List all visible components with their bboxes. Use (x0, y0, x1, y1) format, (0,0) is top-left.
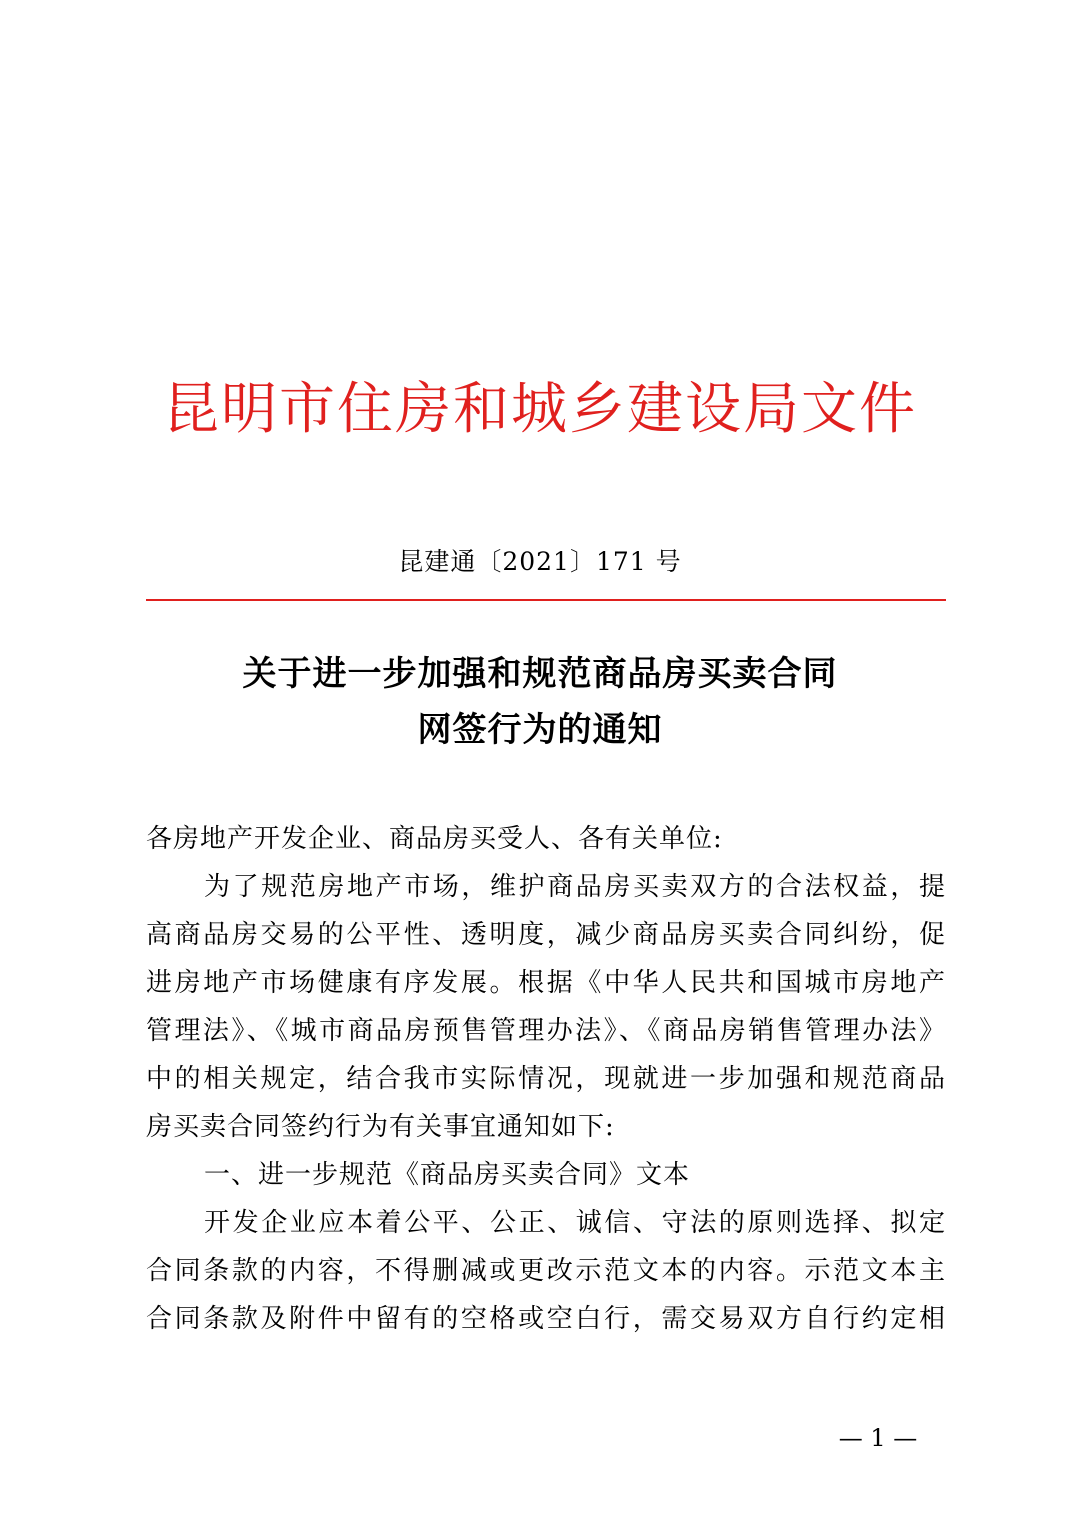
notice-title (0, 646, 1080, 758)
intro-paragraph-line: 进房地产市场健康有序发展。根据《中华人民共和国城市房地产 (146, 968, 946, 998)
notice-title-line-1: 关于进一步加强和规范商品房买卖合同 (242, 654, 838, 694)
intro-paragraph-line: 管理法》、《城市商品房预售管理办法》、《商品房销售管理办法》 (146, 1016, 946, 1046)
addressee-line: 各房地产开发企业、商品房买受人、各有关单位: (146, 824, 723, 854)
section-1-paragraph-line: 合同条款及附件中留有的空格或空白行，需交易双方自行约定相 (146, 1304, 946, 1334)
intro-paragraph-line: 为了规范房地产市场，维护商品房买卖双方的合法权益，提 (204, 872, 946, 902)
notice-body (146, 815, 946, 1343)
section-1-heading: 一、进一步规范《商品房买卖合同》文本 (204, 1160, 691, 1190)
document-number: 昆建通〔2021〕171 号 (398, 547, 682, 576)
intro-paragraph-line: 中的相关规定，结合我市实际情况，现就进一步加强和规范商品 (146, 1064, 946, 1094)
section-1-paragraph-line: 合同条款的内容，不得删减或更改示范文本的内容。示范文本主 (146, 1256, 946, 1286)
notice-title-line-2: 网签行为的通知 (417, 710, 663, 750)
issuing-authority-header: 昆明市住房和城乡建设局文件 (163, 377, 917, 442)
intro-paragraph-line: 高商品房交易的公平性、透明度，减少商品房买卖合同纠纷，促 (146, 920, 946, 950)
red-separator-line (146, 599, 946, 601)
intro-paragraph-line: 房买卖合同签约行为有关事宜通知如下: (146, 1112, 615, 1142)
page-number: — 1 — (838, 1424, 918, 1452)
section-1-paragraph-line: 开发企业应本着公平、公正、诚信、守法的原则选择、拟定 (204, 1208, 946, 1238)
